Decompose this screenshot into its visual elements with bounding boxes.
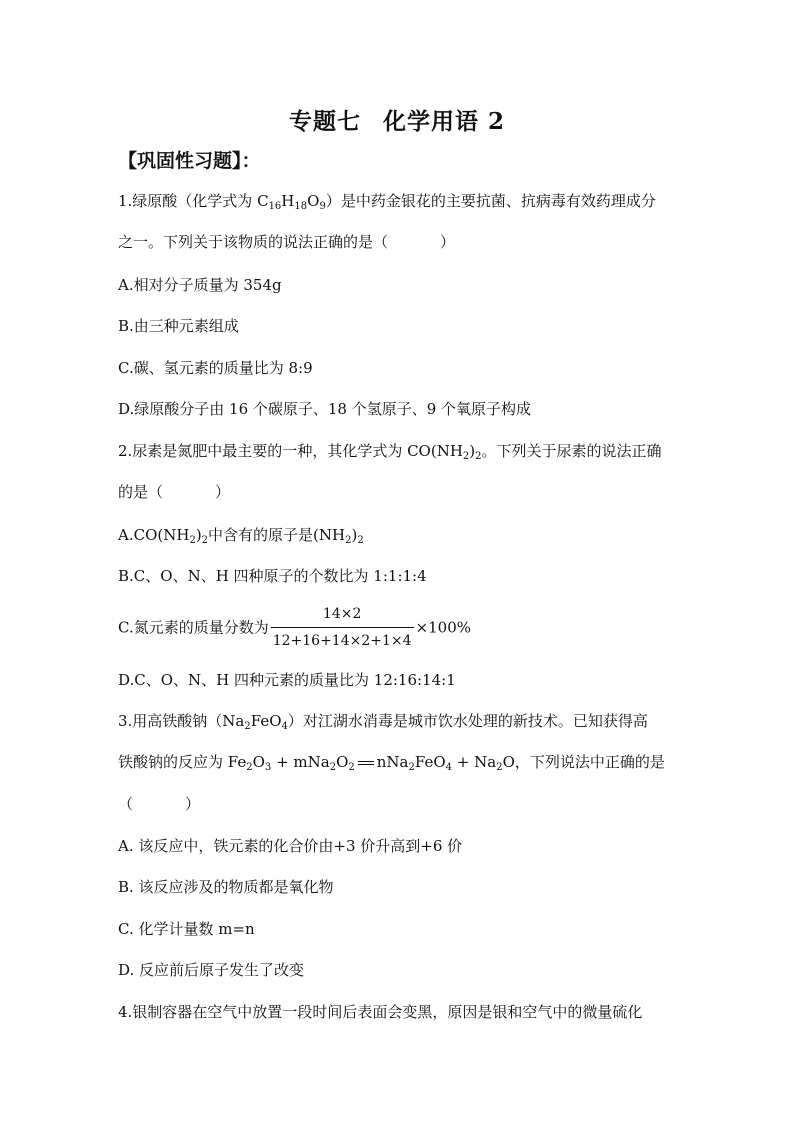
q1-stem-line2: 之一。下列关于该物质的说法正确的是（ ）: [118, 233, 456, 251]
q3-option-a: A. 该反应中，铁元素的化合价由+3 价升高到+6 价: [118, 837, 463, 855]
equals-sign-icon: [358, 761, 374, 765]
title-part-subject: 化学用语 2: [382, 108, 505, 135]
q3-stem-line2: 铁酸钠的反应为 $Fe_2O_3 + mNa_2O_2$ $nNa_2FeO_4 + Na_2O$，下列说法中正确的是: [118, 753, 665, 773]
q2-stem-line1: 2.尿素是氮肥中最主要的一种，其化学式为 $CO(NH_2)_2$。下列关于尿素的说法正确: [118, 442, 662, 462]
q1-option-c: C.碳、氢元素的质量比为 8:9: [118, 359, 313, 377]
q2-option-b: B.C、O、N、H 四种原子的个数比为 1:1:1:4: [118, 567, 427, 585]
mass-fraction-formula: $\frac{14\times 2}{12+16+14\times 2+1\times 4}$: [272, 606, 412, 649]
page-title: [0, 103, 794, 136]
q1-option-a: A.相对分子质量为 354g: [118, 276, 282, 294]
q3-option-b: B. 该反应涉及的物质都是氧化物: [118, 878, 334, 896]
q2-option-d: D.C、O、N、H 四种元素的质量比为 12:16:14:1: [118, 671, 456, 689]
q2-option-c: C.氮元素的质量分数为 $\frac{14\times 2}{12+16+14\times 2+1\times 4}$ ×100%: [118, 606, 471, 649]
q1-option-d: D.绿原酸分子由 16 个碳原子、18 个氢原子、9 个氧原子构成: [118, 400, 532, 418]
q3-option-d: D. 反应前后原子发生了改变: [118, 961, 305, 979]
q4-stem-line1: 4.银制容器在空气中放置一段时间后表面会变黑，原因是银和空气中的微量硫化: [118, 1003, 643, 1021]
q3-option-c: C. 化学计量数 m=n: [118, 920, 255, 938]
q2-option-a: $A.CO(NH_2)_2$中含有的原子是$(NH_2)_2$: [118, 526, 364, 546]
q1-stem-line1: 1.绿原酸（化学式为 $C_{16}H_{18}O_9$）是中药金银花的主要抗菌、抗病毒有效药理成分: [118, 192, 656, 212]
q2-stem-line2: 的是（ ）: [118, 483, 231, 501]
q3-stem-line1: 3.用高铁酸钠$(Na_2FeO_4)$对江湖水消毒是城市饮水处理的新技术。已知获得高: [118, 712, 648, 732]
section-heading: 【巩固性习题】：: [118, 150, 261, 172]
q3-stem-line3: （ ）: [118, 795, 201, 813]
title-part-topic: 专题七: [288, 108, 361, 135]
q1-option-b: B.由三种元素组成: [118, 317, 239, 335]
